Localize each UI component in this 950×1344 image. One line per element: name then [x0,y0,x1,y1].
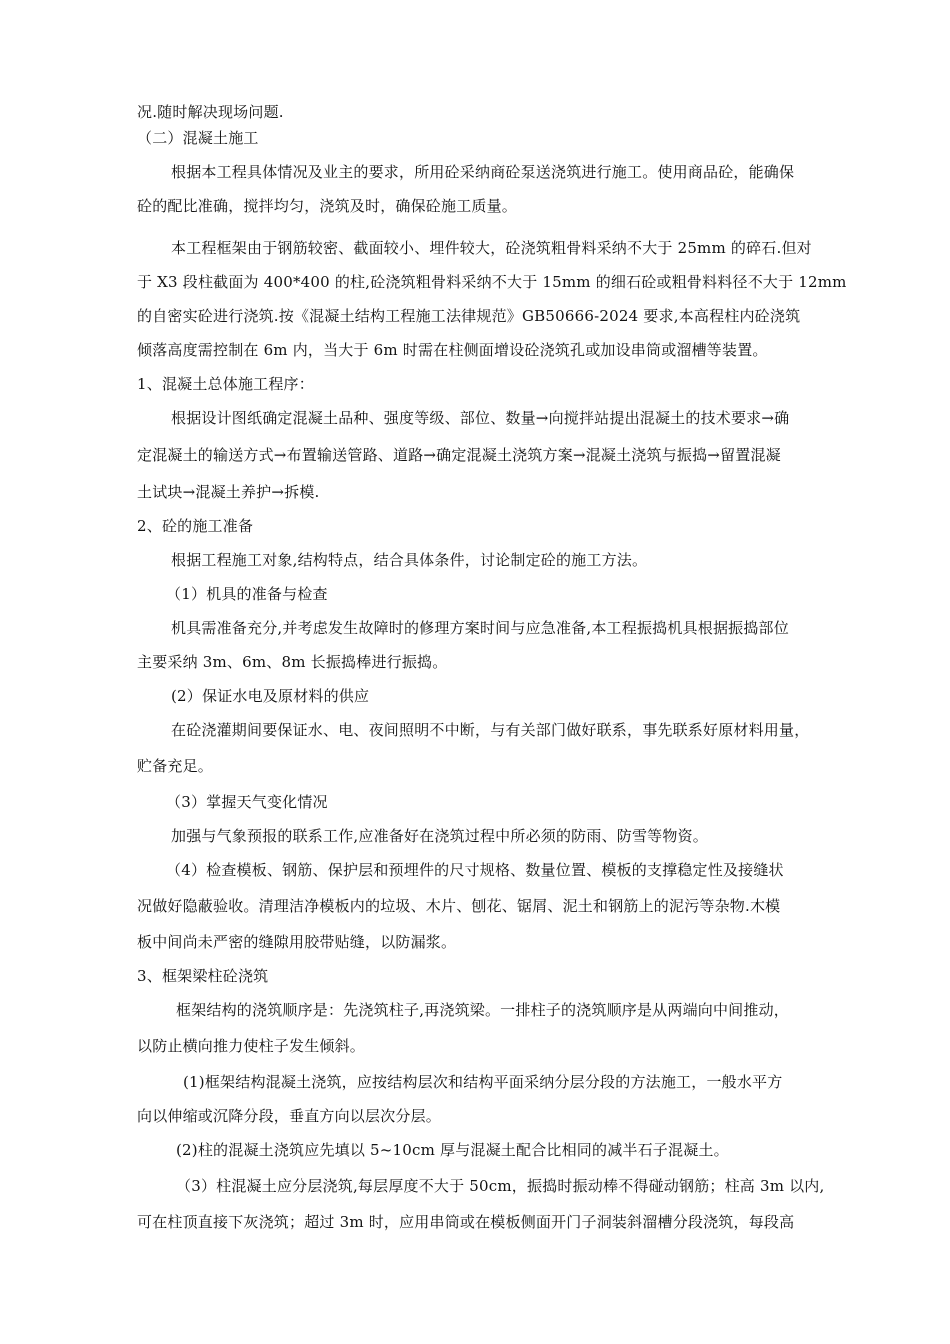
text-line-1: 况.随时解决现场问题. [137,103,284,121]
text-line-27: 框架结构的浇筑顺序是：先浇筑柱子,再浇筑梁。一排柱子的浇筑顺序是从两端向中间推动， [176,1001,789,1019]
text-line-6: 于 X3 段柱截面为 400*400 的柱,砼浇筑粗骨料采纳不大于 15mm 的细石砼或粗骨料料径不大于 12mm [137,273,847,291]
text-line-19: 在砼浇灌期间要保证水、电、夜间照明不中断，与有关部门做好联系，事先联系好原材料用量， [171,721,810,739]
section-heading-concrete-construction: （二）混凝土施工 [137,129,259,147]
text-line-31: (2)柱的混凝土浇筑应先填以 5~10cm 厚与混凝土配合比相同的减半石子混凝土。 [176,1141,729,1159]
text-line-12: 土试块→混凝土养护→拆模. [137,483,320,501]
subheading-inspection: （4）检查模板、钢筋、保护层和预埋件的尺寸规格、数量位置、模板的支撑稳定性及接缝状 [166,861,784,879]
text-line-10: 根据设计图纸确定混凝土品种、强度等级、部位、数量→向搅拌站提出混凝土的技术要求→确 [171,409,790,427]
text-line-14: 根据工程施工对象,结构特点，结合具体条件，讨论制定砼的施工方法。 [171,551,648,569]
text-line-20: 贮备充足。 [137,757,214,775]
text-line-5: 本工程框架由于钢筋较密、截面较小、埋件较大，砼浇筑粗骨料采纳不大于 25mm 的碎石.但对 [171,239,812,257]
text-line-30: 向以伸缩或沉降分段，垂直方向以层次分层。 [137,1107,442,1125]
text-line-24: 况做好隐蔽验收。清理洁净模板内的垃圾、木片、刨花、锯屑、泥土和钢筋上的泥污等杂物.木模 [137,897,781,915]
text-line-22: 加强与气象预报的联系工作,应准备好在浇筑过程中所必须的防雨、防雪等物资。 [171,827,708,845]
heading-overall-procedure: 1、混凝土总体施工程序： [137,375,314,393]
text-line-25: 板中间尚未严密的缝隙用胶带贴缝，以防漏浆。 [137,933,457,951]
subheading-weather: （3）掌握天气变化情况 [166,793,328,811]
text-line-3: 根据本工程具体情况及业主的要求，所用砼采纳商砼泵送浇筑进行施工。使用商品砼，能确保 [171,163,795,181]
text-line-29: (1)框架结构混凝土浇筑，应按结构层次和结构平面采纳分层分段的方法施工，一般水平方 [183,1073,783,1091]
text-line-7: 的自密实砼进行浇筑.按《混凝土结构工程施工法律规范》GB50666-2024 要求,本高程柱内砼浇筑 [137,307,801,325]
text-line-4: 砼的配比准确，搅拌均匀，浇筑及时，确保砼施工质量。 [137,197,518,215]
text-line-16: 机具需准备充分,并考虑发生故障时的修理方案时间与应急准备,本工程振捣机具根据振捣部位 [171,619,789,637]
text-line-33: 可在柱顶直接下灰浇筑；超过 3m 时，应用串筒或在模板侧面开门子洞装斜溜槽分段浇筑，每段高 [137,1213,795,1231]
heading-preparation: 2、砼的施工准备 [137,517,254,535]
text-line-28: 以防止横向推力使柱子发生倾斜。 [137,1037,366,1055]
text-line-17: 主要采纳 3m、6m、8m 长振捣棒进行振捣。 [137,653,448,671]
subheading-water-power: (2）保证水电及原材料的供应 [171,687,370,705]
heading-frame-pouring: 3、框架梁柱砼浇筑 [137,967,269,985]
text-line-8: 倾落高度需控制在 6m 内，当大于 6m 时需在柱侧面增设砼浇筑孔或加设串筒或溜槽等装置。 [137,341,768,359]
text-line-32: （3）柱混凝土应分层浇筑,每层厚度不大于 50cm，振捣时振动棒不得碰动钢筋；柱高 3m 以内, [176,1177,825,1195]
text-line-11: 定混凝土的输送方式→布置输送管路、道路→确定混凝土浇筑方案→混凝土浇筑与振捣→留置混凝 [137,446,781,464]
subheading-equipment: （1）机具的准备与检查 [166,585,328,603]
